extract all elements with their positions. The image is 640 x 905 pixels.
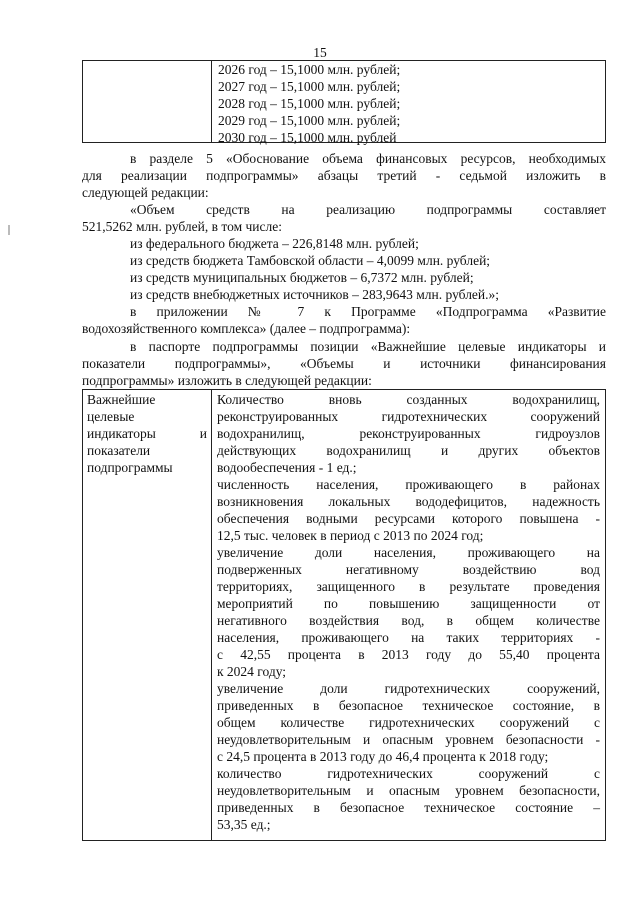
scan-mark xyxy=(8,225,10,235)
text-line: следующей редакции: xyxy=(82,185,209,200)
indicator-line: Количество вновь созданных водохранилищ, xyxy=(217,392,600,407)
indicator-line: численность населения, проживающего в районах xyxy=(217,477,600,492)
text-line: для реализации подпрограммы» абзацы третий - седьмой изложить в xyxy=(82,168,606,183)
indicator-line: реконструированных гидротехнических сооружений xyxy=(217,409,600,424)
indicator-line: населения, проживающего на таких территориях - xyxy=(217,630,600,645)
text-line: «Объем средств на реализацию подпрограммы составляет xyxy=(130,202,606,217)
indicator-line: увеличение доли населения, проживающего на xyxy=(217,545,600,560)
text-line: 521,5262 млн. рублей, в том числе: xyxy=(82,219,283,234)
indicator-line: с 42,55 процента в 2013 году до 55,40 процента xyxy=(217,647,600,662)
funding-source-item: из средств муниципальных бюджетов – 6,7372 млн. рублей; xyxy=(130,270,474,285)
indicator-line: неудовлетворительным и опасным уровнем безопасности - xyxy=(217,732,600,747)
funding-years-table-right-cell xyxy=(218,61,601,146)
text-line: водохозяйственного комплекса» (далее – подпрограмма): xyxy=(82,321,411,336)
header-line: подпрограммы xyxy=(87,460,173,475)
indicator-line: территориях, защищенного в результате проведения xyxy=(217,579,600,594)
indicators-table xyxy=(82,389,606,841)
funding-year-row: 2026 год – 15,1000 млн. рублей; xyxy=(218,62,401,77)
paragraph-passport xyxy=(82,338,606,389)
indicator-line: действующих водохранилищ и других объектов xyxy=(217,443,600,458)
indicator-line: увеличение доли гидротехнических сооружений, xyxy=(217,681,600,696)
header-line: индикаторы и xyxy=(87,426,207,441)
funding-year-row: 2028 год – 15,1000 млн. рублей; xyxy=(218,96,401,111)
indicator-line: приведенных в безопасное техническое состояние – xyxy=(217,800,600,815)
funding-year-row: 2030 год – 15,1000 млн. рублей xyxy=(218,130,397,145)
text-line: в разделе 5 «Обоснование объема финансовых ресурсов, необходимых xyxy=(130,151,606,166)
indicator-line: к 2024 году; xyxy=(217,664,287,679)
header-line: Важнейшие xyxy=(87,392,156,407)
indicator-line: 53,35 ед.; xyxy=(217,817,271,832)
indicator-line: общем количестве гидротехнических сооружений с xyxy=(217,715,600,730)
paragraph-section-5 xyxy=(82,150,606,201)
text-line: подпрограммы» изложить в следующей редакции: xyxy=(82,373,372,388)
indicator-line: неудовлетворительным и опасным уровнем безопасности, xyxy=(217,783,600,798)
funding-year-row: 2027 год – 15,1000 млн. рублей; xyxy=(218,79,401,94)
text-line: показатели подпрограммы», «Объемы и источники финансирования xyxy=(82,356,606,371)
paragraph-appendix-7 xyxy=(82,303,606,337)
page-number: 15 xyxy=(313,45,327,60)
indicator-line: обеспечения водными ресурсами которого повышена - xyxy=(217,511,600,526)
indicator-line: мероприятий по повышению защищенности от xyxy=(217,596,600,611)
text-line: в паспорте подпрограммы позиции «Важнейшие целевые индикаторы и xyxy=(130,339,606,354)
header-line: показатели xyxy=(87,443,151,458)
text-line: в приложении № 7 к Программе «Подпрограмма «Развитие xyxy=(130,304,606,319)
paragraph-funding-volume xyxy=(82,201,606,303)
funding-year-row: 2029 год – 15,1000 млн. рублей; xyxy=(218,113,401,128)
indicator-line: водохранилищ, реконструированных гидроузлов xyxy=(217,426,600,441)
indicator-line: подверженных негативному воздействию вод xyxy=(217,562,600,577)
indicator-line: приведенных в безопасное техническое состояние, в xyxy=(217,698,600,713)
indicator-line: негативного воздействия вод, в общем количестве xyxy=(217,613,600,628)
funding-source-item: из федерального бюджета – 226,8148 млн. рублей; xyxy=(130,236,419,251)
funding-source-item: из средств бюджета Тамбовской области – 4,0099 млн. рублей; xyxy=(130,253,491,268)
indicator-line: с 24,5 процента в 2013 году до 46,4 процента к 2018 году; xyxy=(217,749,549,764)
funding-years-table-left-cell xyxy=(83,61,212,142)
funding-years-table xyxy=(82,60,606,143)
indicator-line: количество гидротехнических сооружений с xyxy=(217,766,600,781)
indicator-line: возникновения локальных вододефицитов, надежность xyxy=(217,494,600,509)
header-line: целевые xyxy=(87,409,135,424)
funding-source-item: из средств внебюджетных источников – 283,9643 млн. рублей.»; xyxy=(130,287,500,302)
indicators-table-header-cell xyxy=(83,390,212,840)
indicator-line: 12,5 тыс. человек в период с 2013 по 2024 год; xyxy=(217,528,484,543)
indicators-table-content-cell xyxy=(217,391,600,833)
indicator-line: водообеспечения - 1 ед.; xyxy=(217,460,357,475)
